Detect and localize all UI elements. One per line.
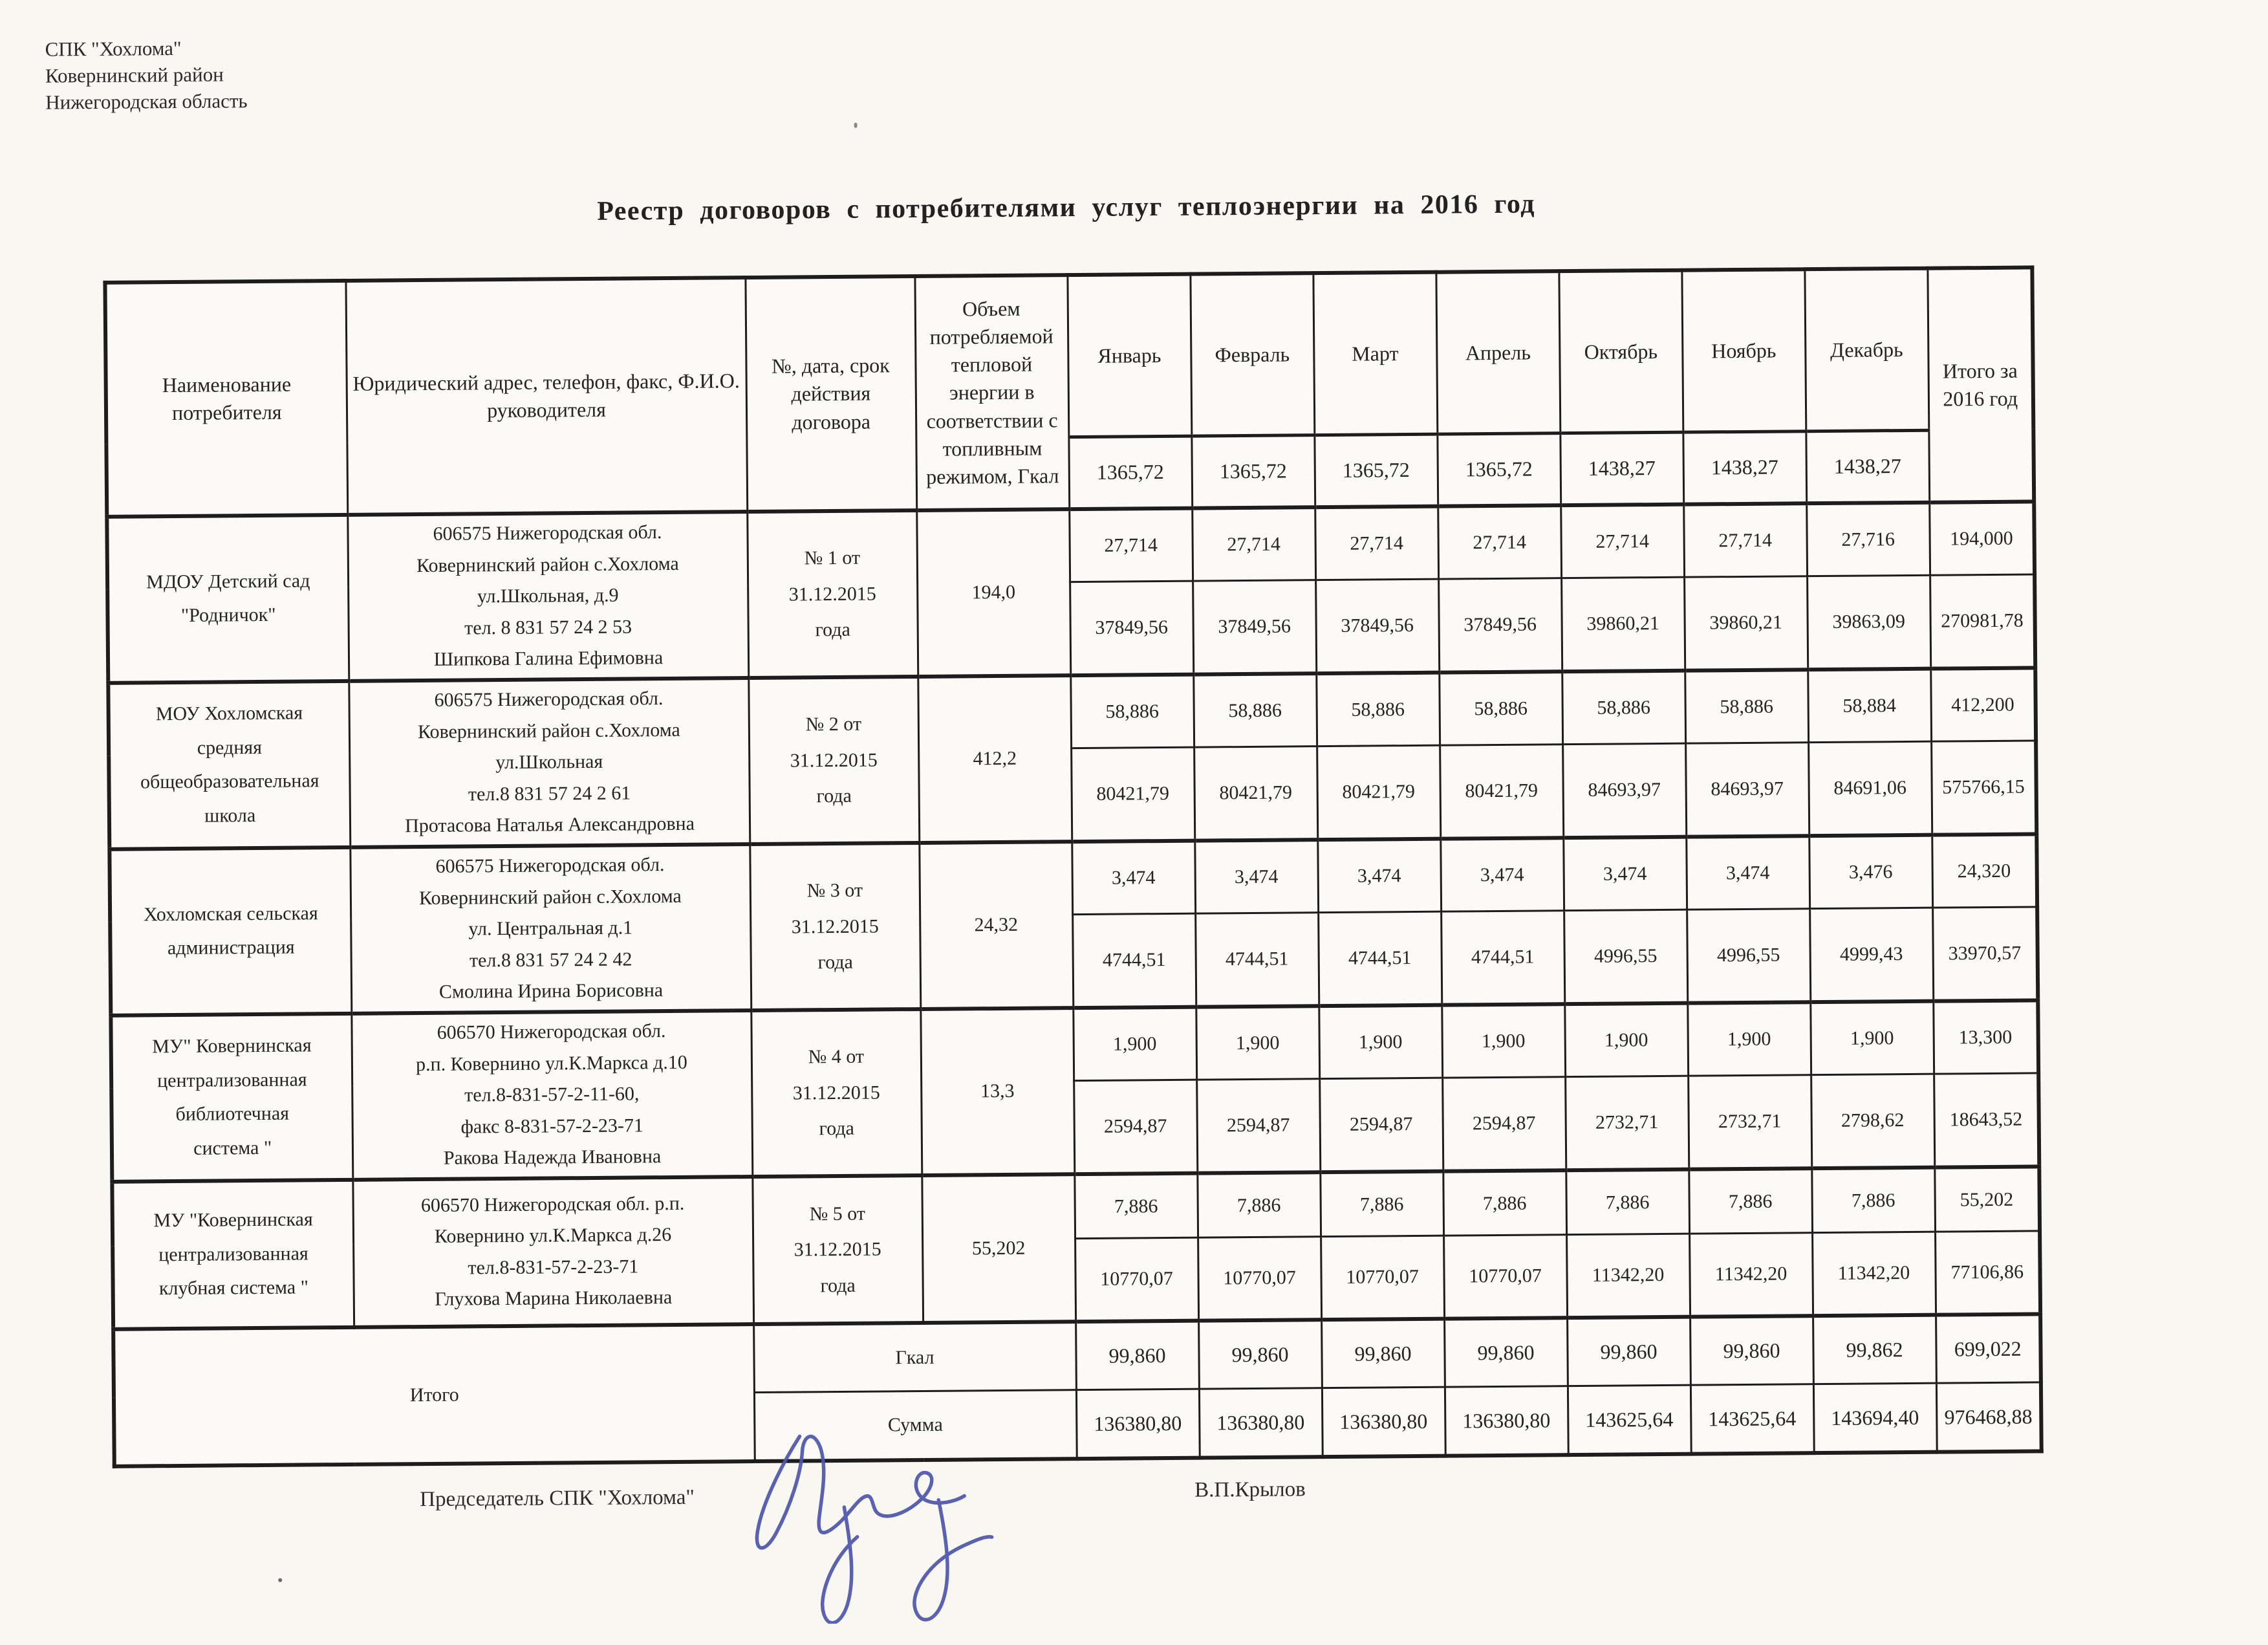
totals-sum-cell: 143625,64 <box>1690 1384 1814 1454</box>
gkal-month-cell: 7,886 <box>1689 1168 1812 1234</box>
contract-cell: № 3 от 31.12.2015 года <box>750 843 920 1010</box>
gkal-month-cell: 27,714 <box>1683 503 1807 577</box>
sum-month-cell: 37849,56 <box>1193 580 1316 675</box>
sum-month-cell: 4999,43 <box>1809 908 1933 1002</box>
totals-gkal-cell: 99,862 <box>1813 1315 1936 1384</box>
totals-gkal-label-cell: Гкал <box>753 1322 1076 1393</box>
totals-sum-cell: 136380,80 <box>1076 1389 1200 1458</box>
gkal-year-total-cell: 55,202 <box>1934 1166 2040 1232</box>
totals-gkal-year-cell: 699,022 <box>1936 1314 2041 1383</box>
consumer-name-cell: МУ" Ковернинская централизованная библиотечная система " <box>111 1014 352 1182</box>
col-header-contract: №, дата, срок действия договора <box>745 276 916 512</box>
consumer-name-cell: МУ "Ковернинская централизованная клубная система " <box>112 1180 354 1329</box>
gkal-month-cell: 3,474 <box>1440 838 1564 911</box>
totals-sum-cell: 143625,64 <box>1568 1386 1691 1455</box>
norm-value-cell: 1438,27 <box>1560 432 1683 505</box>
sum-month-cell: 10770,07 <box>1075 1238 1198 1322</box>
gkal-month-cell: 1,900 <box>1196 1006 1319 1080</box>
sum-month-cell: 4744,51 <box>1441 911 1564 1005</box>
sum-month-cell: 80421,79 <box>1317 745 1440 840</box>
address-cell: 606575 Нижегородская обл. Ковернинский район с.Хохлома ул. Центральная д.1 тел.8 831 57 24 2 42 Смолина Ирина Борисовна <box>350 844 751 1014</box>
sum-month-cell: 2732,71 <box>1565 1076 1689 1170</box>
gkal-month-cell: 1,900 <box>1073 1007 1196 1081</box>
volume-cell: 194,0 <box>916 509 1070 677</box>
signatory-name: В.П.Крылов <box>1194 1477 1306 1502</box>
gkal-month-cell: 1,900 <box>1442 1004 1565 1078</box>
totals-label-cell: Итого <box>113 1324 755 1466</box>
norm-value-cell: 1365,72 <box>1437 433 1561 506</box>
gkal-month-cell: 27,714 <box>1192 507 1315 581</box>
month-header-october: Октябрь <box>1559 270 1683 433</box>
totals-gkal-cell: 99,860 <box>1198 1320 1322 1389</box>
gkal-month-cell: 27,714 <box>1315 507 1438 580</box>
totals-gkal-cell: 99,860 <box>1075 1320 1199 1389</box>
gkal-month-cell: 3,474 <box>1072 841 1195 915</box>
sum-month-cell: 2594,87 <box>1196 1079 1320 1173</box>
sum-month-cell: 80421,79 <box>1071 747 1194 842</box>
gkal-month-cell: 7,886 <box>1197 1172 1321 1237</box>
contract-cell: № 1 от 31.12.2015 года <box>747 510 918 678</box>
sum-month-cell: 10770,07 <box>1321 1236 1444 1320</box>
gkal-month-cell: 27,714 <box>1561 505 1684 578</box>
gkal-month-cell: 3,474 <box>1563 837 1687 911</box>
address-cell: 606575 Нижегородская обл. Ковернинский район с.Хохлома ул.Школьная, д.9 тел. 8 831 57 24 2 53 Шипкова Галина Ефимовна <box>347 512 748 681</box>
letterhead <box>45 35 247 116</box>
totals-sum-cell: 136380,80 <box>1322 1388 1445 1457</box>
scan-speck <box>854 123 858 128</box>
sum-month-cell: 80421,79 <box>1440 745 1563 839</box>
volume-cell: 55,202 <box>922 1174 1075 1323</box>
header-row-months <box>105 267 2033 444</box>
sum-month-cell: 4744,51 <box>1195 913 1319 1007</box>
gkal-month-cell: 1,900 <box>1810 1001 1934 1075</box>
gkal-month-cell: 1,900 <box>1687 1002 1811 1076</box>
sum-month-cell: 37849,56 <box>1070 581 1193 675</box>
norm-value-cell: 1438,27 <box>1806 430 1929 503</box>
volume-cell: 13,3 <box>920 1008 1074 1175</box>
gkal-month-cell: 27,716 <box>1806 503 1930 576</box>
gkal-month-cell: 58,886 <box>1193 673 1317 747</box>
gkal-year-total-cell: 24,320 <box>1932 834 2037 908</box>
sum-month-cell: 2594,87 <box>1442 1077 1566 1171</box>
sum-month-cell: 2594,87 <box>1074 1080 1197 1174</box>
sum-month-cell: 4996,55 <box>1564 910 1687 1004</box>
totals-gkal-cell: 99,860 <box>1567 1317 1690 1386</box>
gkal-month-cell: 3,476 <box>1809 835 1932 909</box>
scan-speck <box>278 1578 282 1582</box>
contract-cell: № 4 от 31.12.2015 года <box>751 1009 922 1177</box>
sum-year-total-cell: 33970,57 <box>1932 907 2038 1001</box>
volume-cell: 24,32 <box>919 842 1073 1009</box>
totals-gkal-cell: 99,860 <box>1690 1316 1813 1385</box>
sum-month-cell: 37849,56 <box>1438 578 1562 673</box>
contracts-register-table <box>103 265 2043 1468</box>
gkal-month-cell: 7,886 <box>1320 1171 1443 1237</box>
address-cell: 606575 Нижегородская обл. Ковернинский район с.Хохлома ул.Школьная тел.8 831 57 24 2 61 Протасова Наталья Александровна <box>349 678 750 847</box>
sum-year-total-cell: 18643,52 <box>1934 1073 2039 1168</box>
table-body <box>107 501 2040 1329</box>
gkal-month-cell: 27,714 <box>1069 508 1193 582</box>
volume-cell: 412,2 <box>918 675 1072 843</box>
signature-position-label: Председатель СПК "Хохлома" <box>420 1485 695 1512</box>
sum-month-cell: 11342,20 <box>1812 1232 1936 1316</box>
consumer-name-cell: Хохломская сельская администрация <box>109 847 351 1016</box>
sum-month-cell: 2732,71 <box>1688 1075 1811 1170</box>
page-title: Реестр договоров с потребителями услуг теплоэнергии на 2016 год <box>597 189 1536 226</box>
sum-month-cell: 37849,56 <box>1315 579 1439 673</box>
col-header-consumer-name: Наименование потребителя <box>105 281 347 517</box>
sum-month-cell: 2798,62 <box>1811 1074 1934 1168</box>
sum-month-cell: 39860,21 <box>1684 576 1808 671</box>
gkal-year-total-cell: 412,200 <box>1930 668 2036 741</box>
table-header <box>105 267 2034 516</box>
contract-cell: № 5 от 31.12.2015 года <box>752 1175 923 1324</box>
sum-month-cell: 10770,07 <box>1443 1235 1567 1318</box>
sum-month-cell: 4996,55 <box>1687 909 1810 1003</box>
totals-sum-year-cell: 976468,88 <box>1936 1382 2042 1452</box>
sum-month-cell: 39863,09 <box>1807 575 1930 670</box>
gkal-year-total-cell: 194,000 <box>1929 501 2035 575</box>
month-header-january: Январь <box>1067 274 1191 437</box>
month-header-march: Март <box>1313 272 1437 435</box>
gkal-month-cell: 1,900 <box>1564 1003 1688 1077</box>
gkal-month-cell: 7,886 <box>1566 1170 1689 1235</box>
gkal-month-cell: 58,886 <box>1070 675 1194 748</box>
gkal-month-cell: 58,886 <box>1439 671 1562 745</box>
sum-year-total-cell: 77106,86 <box>1935 1231 2040 1314</box>
sum-year-total-cell: 270981,78 <box>1930 574 2035 669</box>
sum-year-total-cell: 575766,15 <box>1931 741 2036 835</box>
consumer-name-cell: МДОУ Детский сад "Родничок" <box>107 515 349 683</box>
letterhead-district: Ковернинский район <box>45 63 224 87</box>
gkal-month-cell: 58,886 <box>1316 673 1440 746</box>
month-header-november: Ноябрь <box>1681 269 1806 431</box>
gkal-month-cell: 3,474 <box>1317 839 1441 913</box>
col-header-volume: Объем потребляемой тепловой энергии в соответствии с топливным режимом, Гкал <box>914 275 1069 510</box>
norm-value-cell: 1438,27 <box>1683 431 1806 504</box>
contract-cell: № 2 от 31.12.2015 года <box>748 677 919 844</box>
totals-sum-cell: 136380,80 <box>1445 1386 1568 1455</box>
sum-month-cell: 84693,97 <box>1562 743 1686 838</box>
month-header-december: Декабрь <box>1804 268 1928 431</box>
sum-month-cell: 4744,51 <box>1318 911 1442 1006</box>
totals-sum-cell: 143694,40 <box>1813 1384 1937 1453</box>
month-header-february: Февраль <box>1190 273 1314 435</box>
sum-month-cell: 39860,21 <box>1561 577 1685 671</box>
gkal-month-cell: 7,886 <box>1443 1170 1566 1236</box>
sum-month-cell: 2594,87 <box>1319 1078 1443 1172</box>
col-header-address: Юридический адрес, телефон, факс, Ф.И.О. руководителя <box>345 278 747 515</box>
sum-month-cell: 11342,20 <box>1566 1234 1690 1318</box>
gkal-month-cell: 1,900 <box>1319 1005 1442 1079</box>
norm-value-cell: 1365,72 <box>1068 436 1192 509</box>
address-cell: 606570 Нижегородская обл. р.п. Ковернино ул.К.Маркса д.26 тел.8-831-57-2-23-71 Глухова Марина Николаевна <box>352 1177 753 1327</box>
signature-block <box>5 1406 2268 1637</box>
letterhead-region: Нижегородская область <box>45 89 248 114</box>
gkal-month-cell: 58,884 <box>1808 669 1931 743</box>
handwritten-signature <box>723 1408 1061 1624</box>
gkal-month-cell: 3,474 <box>1194 840 1318 913</box>
gkal-month-cell: 7,886 <box>1074 1173 1198 1239</box>
totals-gkal-cell: 99,860 <box>1321 1319 1445 1388</box>
gkal-year-total-cell: 13,300 <box>1933 1000 2038 1074</box>
col-header-year-total: Итого за 2016 год <box>1927 267 2034 502</box>
gkal-month-cell: 3,474 <box>1686 836 1809 910</box>
month-header-april: Апрель <box>1436 271 1560 433</box>
address-cell: 606570 Нижегородская обл. р.п. Ковернино ул.К.Маркса д.10 тел.8-831-57-2-11-60, факс 8-831-57-2-23-71 Ракова Надежда Ивановна <box>351 1010 752 1180</box>
totals-sum-label-cell: Сумма <box>754 1390 1077 1461</box>
consumer-name-cell: МОУ Хохломская средняя общеобразовательная школа <box>108 681 350 849</box>
gkal-month-cell: 27,714 <box>1438 505 1561 579</box>
sum-month-cell: 84693,97 <box>1685 743 1809 837</box>
sum-month-cell: 11342,20 <box>1689 1233 1813 1316</box>
letterhead-org: СПК "Хохлома" <box>45 36 182 61</box>
totals-gkal-cell: 99,860 <box>1444 1318 1568 1387</box>
gkal-month-cell: 7,886 <box>1811 1168 1935 1233</box>
sum-month-cell: 80421,79 <box>1194 746 1317 841</box>
norm-value-cell: 1365,72 <box>1314 434 1438 507</box>
sum-month-cell: 84691,06 <box>1808 741 1932 836</box>
sum-month-cell: 4744,51 <box>1072 913 1196 1008</box>
gkal-month-cell: 58,886 <box>1685 670 1808 743</box>
sum-month-cell: 10770,07 <box>1198 1237 1321 1320</box>
gkal-month-cell: 58,886 <box>1562 671 1685 745</box>
totals-sum-cell: 136380,80 <box>1199 1388 1323 1457</box>
norm-value-cell: 1365,72 <box>1191 435 1315 508</box>
